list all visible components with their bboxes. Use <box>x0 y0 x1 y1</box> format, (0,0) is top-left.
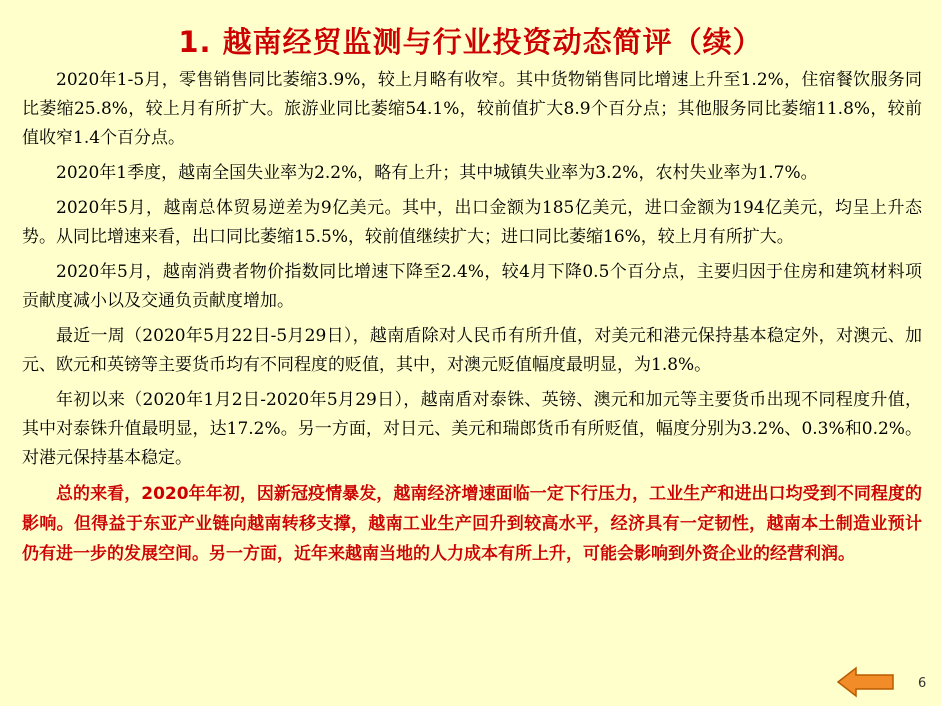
paragraph-cpi: 2020年5月，越南消费者物价指数同比增速下降至2.4%，较4月下降0.5个百分点，主要归因于住房和建筑材料项贡献度减小以及交通负贡献度增加。 <box>22 262 922 311</box>
slide-title: 1. 越南经贸监测与行业投资动态简评（续） <box>178 25 763 59</box>
paragraph-unemployment: 2020年1季度，越南全国失业率为2.2%，略有上升；其中城镇失业率为3.2%，农村失业率为1.7%。 <box>56 163 818 183</box>
paragraph-retail: 2020年1-5月，零售销售同比萎缩3.9%，较上月略有收窄。其中货物销售同比增速上升至1.2%，住宿餐饮服务同比萎缩25.8%，较上月有所扩大。旅游业同比萎缩54.1%，较前值扩大8.9个百分点；其他服务同比萎缩11.8%，较前值收窄1.4个百分点。 <box>22 70 922 148</box>
paragraph-trade: 2020年5月，越南总体贸易逆差为9亿美元。其中，出口金额为185亿美元，进口金额为194亿美元，均呈上升态势。从同比增速来看，出口同比萎缩15.5%，较前值继续扩大；进口同比萎缩16%，较上月有所扩大。 <box>22 198 922 247</box>
paragraph-weekly-fx: 最近一周（2020年5月22日-5月29日），越南盾除对人民币有所升值，对美元和港元保持基本稳定外，对澳元、加元、欧元和英镑等主要货币均有不同程度的贬值，其中，对澳元贬值幅度最明显，为1.8%。 <box>22 326 922 375</box>
left-arrow-icon <box>836 666 896 698</box>
slide-content <box>22 66 922 569</box>
back-button[interactable] <box>836 666 896 698</box>
summary-paragraph: 总的来看，2020年年初，因新冠疫情暴发，越南经济增速面临一定下行压力，工业生产和进出口均受到不同程度的影响。但得益于东亚产业链向越南转移支撑，越南工业生产回升到较高水平，经济具有一定韧性，越南本土制造业预计仍有进一步的发展空间。另一方面，近年来越南当地的人力成本有所上升，可能会影响到外资企业的经营利润。 <box>22 484 922 564</box>
page-number: 6 <box>918 676 927 691</box>
paragraph-ytd-fx: 年初以来（2020年1月2日-2020年5月29日），越南盾对泰铢、英镑、澳元和加元等主要货币出现不同程度升值，其中对泰铢升值最明显，达17.2%。另一方面，对日元、美元和瑞郎货币有所贬值，幅度分别为3.2%、0.3%和0.2%。对港元保持基本稳定。 <box>22 390 922 468</box>
